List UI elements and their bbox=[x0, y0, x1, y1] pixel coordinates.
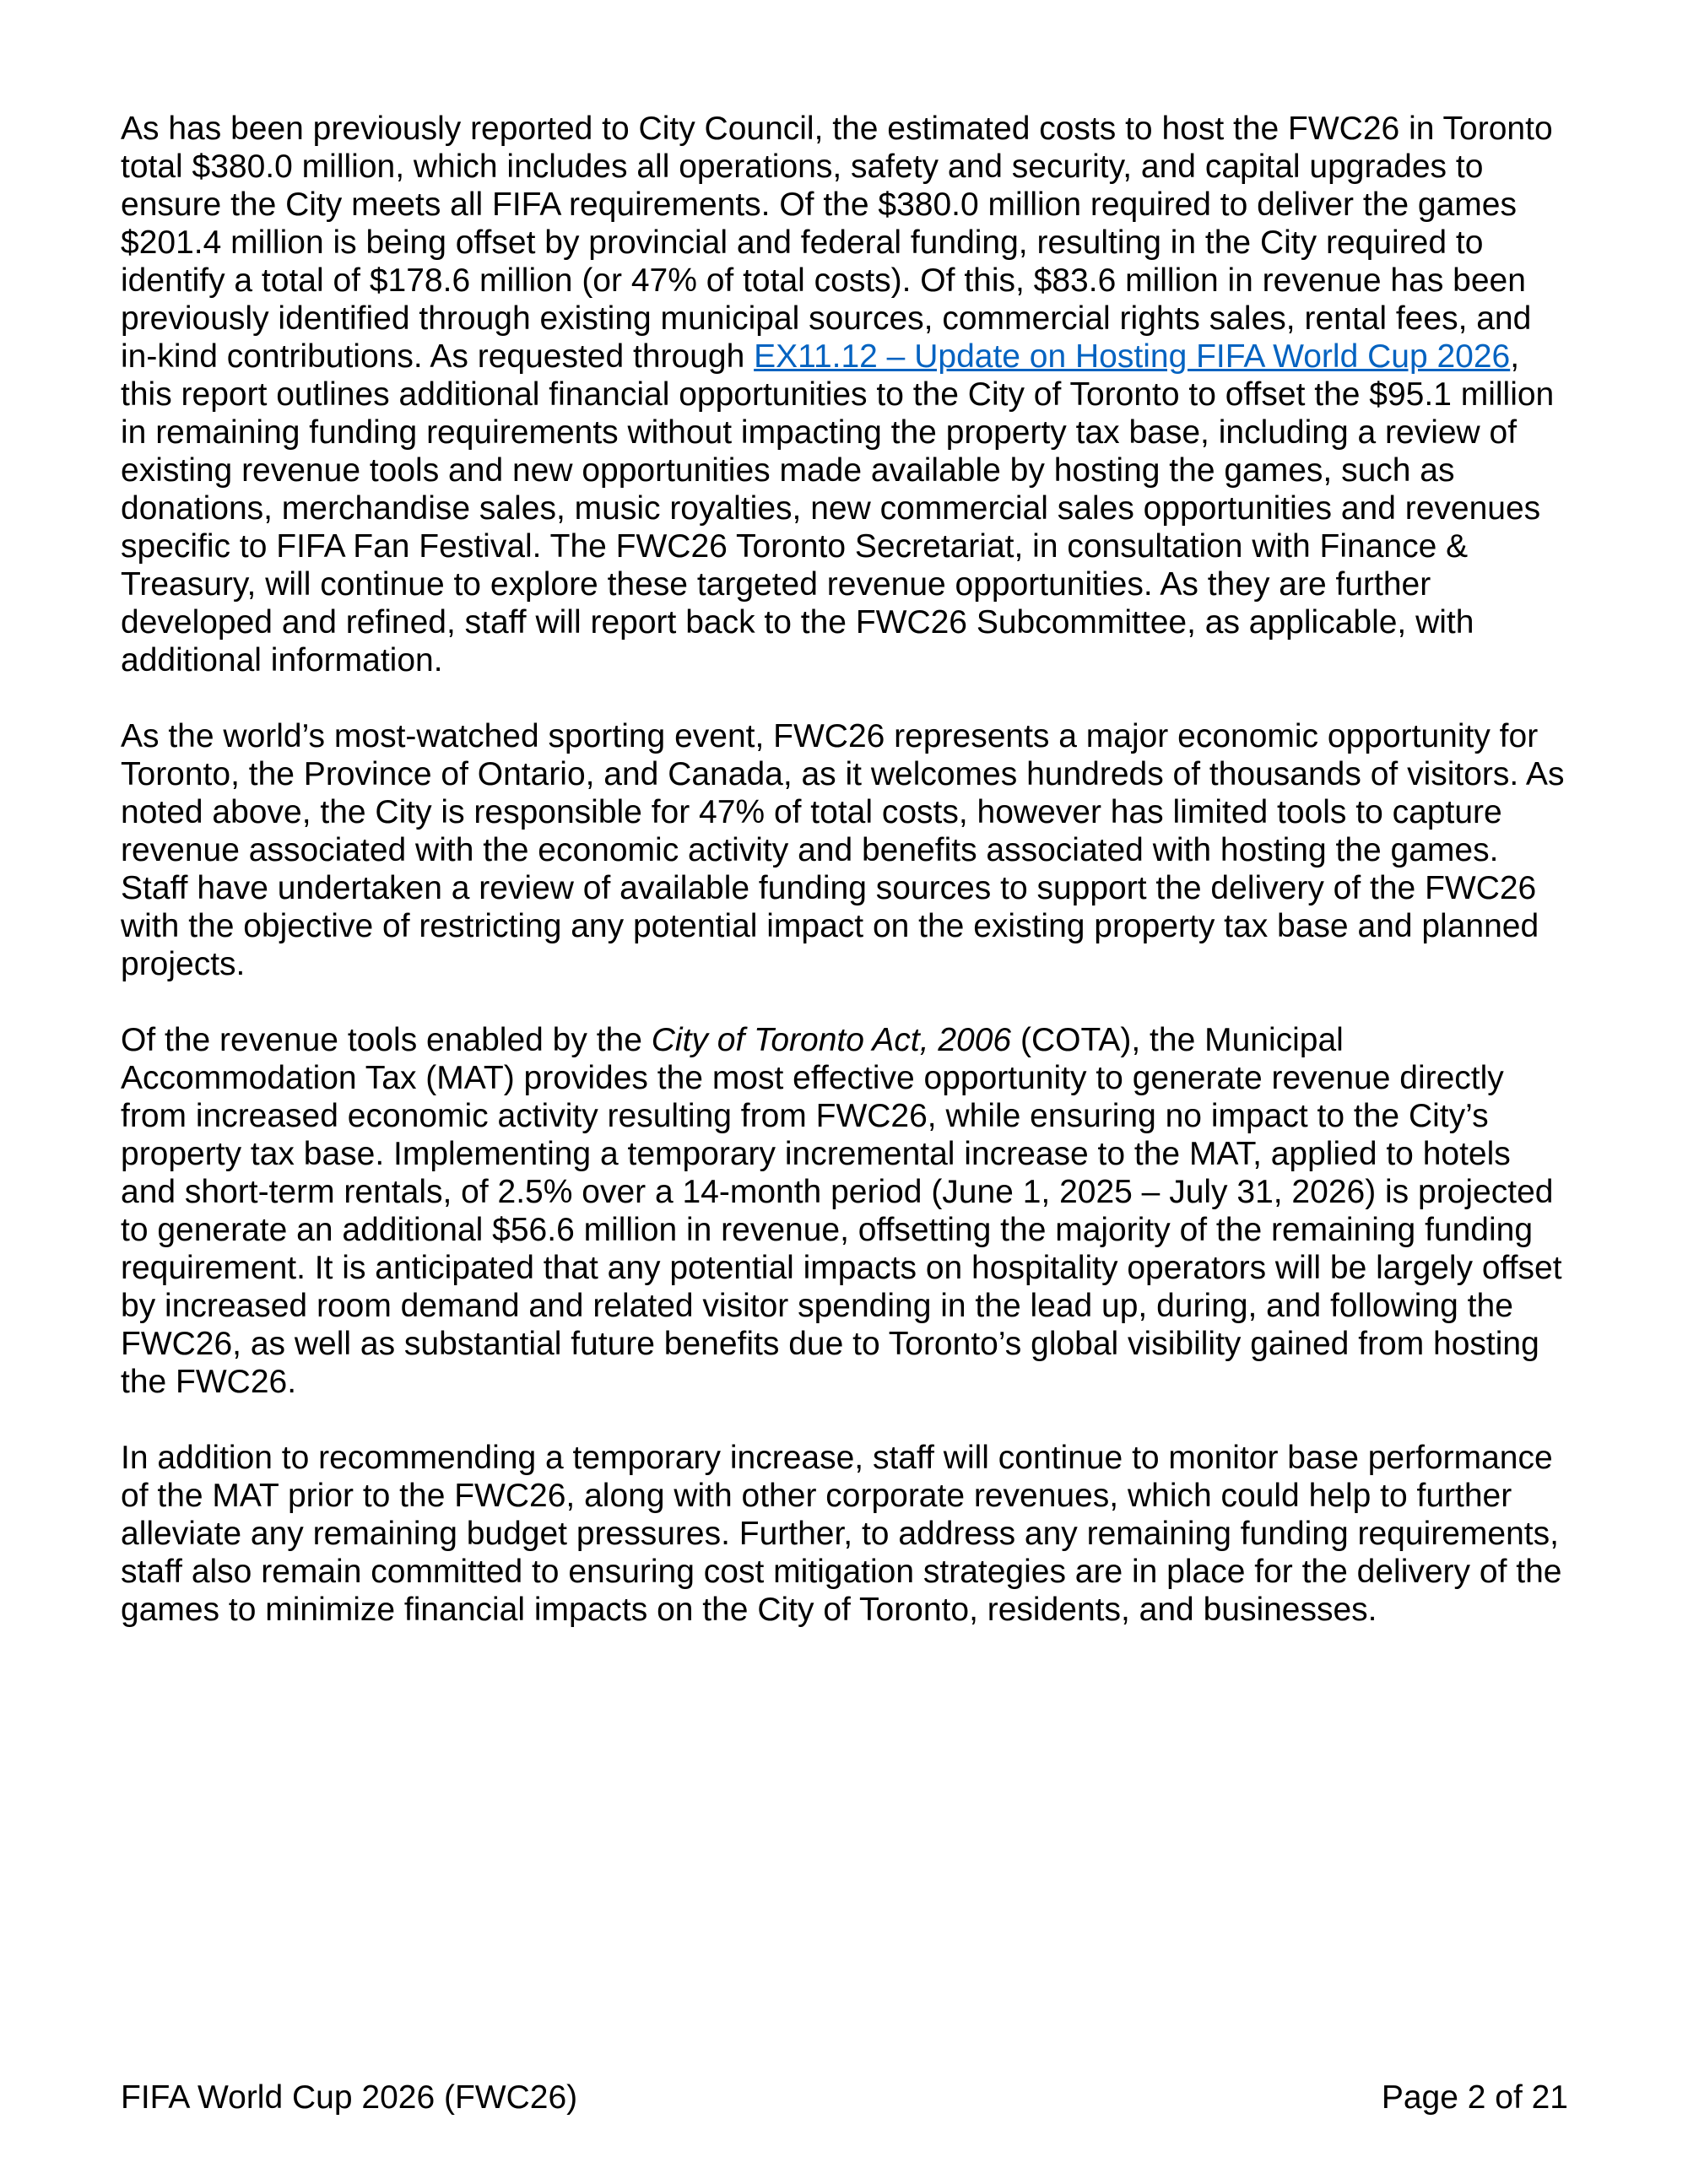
paragraph-3 bbox=[121, 1021, 1568, 1401]
ex11-12-report-link[interactable]: EX11.12 – Update on Hosting FIFA World Cup 2026 bbox=[754, 338, 1511, 375]
cota-act-title: City of Toronto Act, 2006 bbox=[651, 1022, 1012, 1058]
page-footer bbox=[121, 2079, 1568, 2116]
footer-page-number: Page 2 of 21 bbox=[1381, 2079, 1568, 2116]
paragraph-1-text-before-link: As has been previously reported to City Council, the estimated costs to host the FWC26 in Toronto total $380.0 million, which includes all operations, safety and security, and capital upgrades to ensure the City meets all FIFA requirements. Of the $380.0 million required to deliver the games $201.4 million is being offset by provincial and federal funding, resulting in the City required to identify a total of $178.6 million (or 47% of total costs). Of this, $83.6 million in revenue has been previously identified through existing municipal sources, commercial rights sales, rental fees, and in-kind contributions. As requested through bbox=[121, 111, 1553, 375]
paragraph-1 bbox=[121, 110, 1568, 679]
footer-document-title: FIFA World Cup 2026 (FWC26) bbox=[121, 2079, 578, 2116]
document-body bbox=[121, 110, 1568, 1629]
paragraph-3-text-before-italic: Of the revenue tools enabled by the bbox=[121, 1022, 652, 1058]
paragraph-4: In addition to recommending a temporary increase, staff will continue to monitor base performance of the MAT prior to the FWC26, along with other corporate revenues, which could help to further alleviate any remaining budget pressures. Further, to address any remaining funding requirements, staff also remain committed to ensuring cost mitigation strategies are in place for the delivery of the games to minimize financial impacts on the City of Toronto, residents, and businesses. bbox=[121, 1440, 1562, 1628]
paragraph-1-text-after-link: , this report outlines additional financial opportunities to the City of Toronto to offset the $95.1 million in remaining funding requirements without impacting the property tax base, including a review of existing revenue tools and new opportunities made available by hosting the games, such as donations, merchandise sales, music royalties, new commercial sales opportunities and revenues specific to FIFA Fan Festival. The FWC26 Toronto Secretariat, in consultation with Finance & Treasury, will continue to explore these targeted revenue opportunities. As they are further developed and refined, staff will report back to the FWC26 Subcommittee, as applicable, with additional information. bbox=[121, 338, 1555, 678]
paragraph-3-text-after-italic: (COTA), the Municipal Accommodation Tax (MAT) provides the most effective opportunity to generate revenue directly from increased economic activity resulting from FWC26, while ensuring no impact to the City’s property tax base. Implementing a temporary incremental increase to the MAT, applied to hotels and short-term rentals, of 2.5% over a 14-month period (June 1, 2025 – July 31, 2026) is projected to generate an additional $56.6 million in revenue, offsetting the majority of the remaining funding requirement. It is anticipated that any potential impacts on hospitality operators will be largely offset by increased room demand and related visitor spending in the lead up, during, and following the FWC26, as well as substantial future benefits due to Toronto’s global visibility gained from hosting the FWC26. bbox=[121, 1022, 1562, 1400]
paragraph-2: As the world’s most-watched sporting event, FWC26 represents a major economic opportunity for Toronto, the Province of Ontario, and Canada, as it welcomes hundreds of thousands of visitors. As noted above, the City is responsible for 47% of total costs, however has limited tools to capture revenue associated with the economic activity and benefits associated with hosting the games. Staff have undertaken a review of available funding sources to support the delivery of the FWC26 with the objective of restricting any potential impact on the existing property tax base and planned projects. bbox=[121, 718, 1565, 982]
